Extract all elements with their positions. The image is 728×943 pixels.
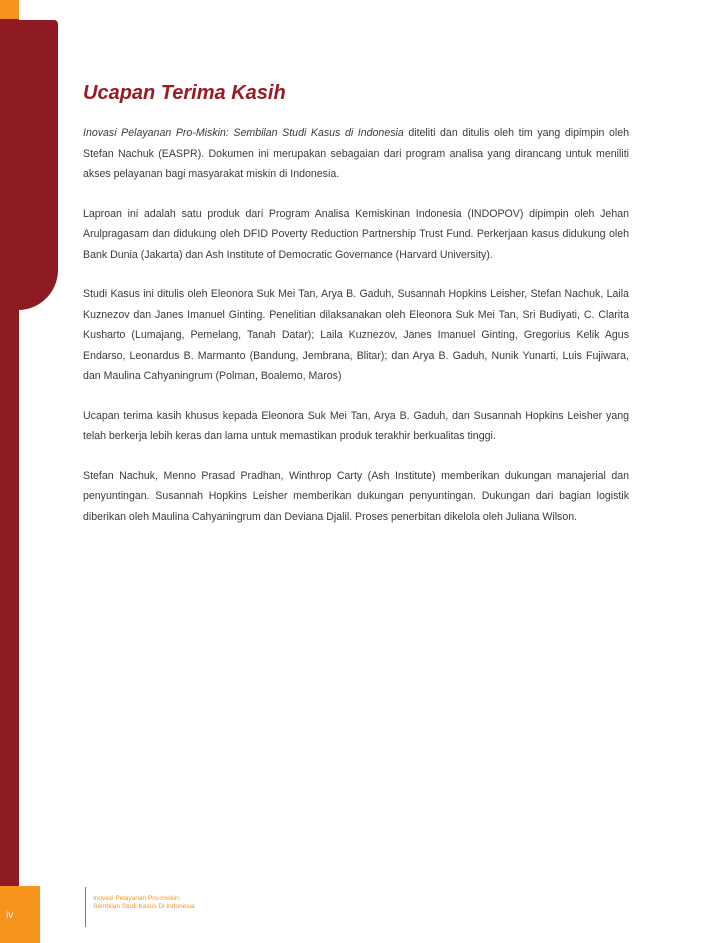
main-content	[83, 82, 629, 546]
paragraph-2: Laproan ini adalah satu produk dari Program Analisa Kemiskinan Indonesia (INDOPOV) dipimpin oleh Jehan Arulpragasam dan didukung oleh DFID Poverty Reduction Partnership Trust Fund. Perkerjaan kasus didukung oleh Bank Dunia (Jakarta) dan Ash Institute of Democratic Governance (Harvard University).	[83, 207, 629, 261]
page-title: Ucapan Terima Kasih	[83, 82, 286, 104]
side-edge-bar	[0, 0, 19, 943]
footer-line-2: Sembilan Studi Kasus Di Indonesia	[93, 903, 195, 910]
book-title-italic: Inovasi Pelayanan Pro-Miskin: Sembilan Studi Kasus di Indonesia	[83, 127, 404, 139]
footer-book-title	[93, 895, 195, 911]
page-number: iv	[6, 910, 14, 921]
footer-divider	[85, 887, 86, 927]
paragraph-1	[83, 123, 629, 185]
footer-line-1: Inovasi Pelayanan Pro-miskin:	[93, 895, 181, 902]
paragraph-5: Stefan Nachuk, Menno Prasad Pradhan, Winthrop Carty (Ash Institute) memberikan dukungan manajerial dan penyuntingan. Susannah Hopkins Leisher memberikan dukungan penyuntingan. Dukungan dari bagian logistik diberikan oleh Maulina Cahyaningrum dan Deviana Djalil. Proses penerbitan dikelola oleh Juliana Wilson.	[83, 469, 629, 523]
paragraph-4: Ucapan terima kasih khusus kepada Eleonora Suk Mei Tan, Arya B. Gaduh, dan Susannah Hopkins Leisher yang telah berkerja lebih keras dan lama untuk memastikan produk terakhir berkualitas tinggi.	[83, 409, 629, 442]
paragraph-3: Studi Kasus ini ditulis oleh Eleonora Suk Mei Tan, Arya B. Gaduh, Susannah Hopkins Leisher, Stefan Nachuk, Laila Kuznezov dan Janes Imanuel Ginting. Penelitian dilaksanakan oleh Eleonora Suk Mei Tan, Sri Budiyati, C. Clarita Kusharto (Lumajang, Pemelang, Tanah Datar); Laila Kuznezov, Janes Imanuel Ginting, Gregorius Kelik Agus Endarso, Leonardus B. Marmanto (Bandung, Jembrana, Blitar); dan Arya B. Gaduh, Nunik Yunarti, Luis Fujiwara, dan Maulina Cahyaningrum (Polman, Boalemo, Maros)	[83, 288, 629, 382]
top-accent-square	[0, 0, 19, 19]
paragraph-1-text: diteliti dan ditulis oleh tim yang dipimpin oleh Stefan Nachuk (EASPR). Dokumen ini merupakan sebagaian dari program analisa yang dirancang untuk meniliti akses pelayanan bagi masyarakat miskin di Indonesia.	[83, 127, 629, 180]
